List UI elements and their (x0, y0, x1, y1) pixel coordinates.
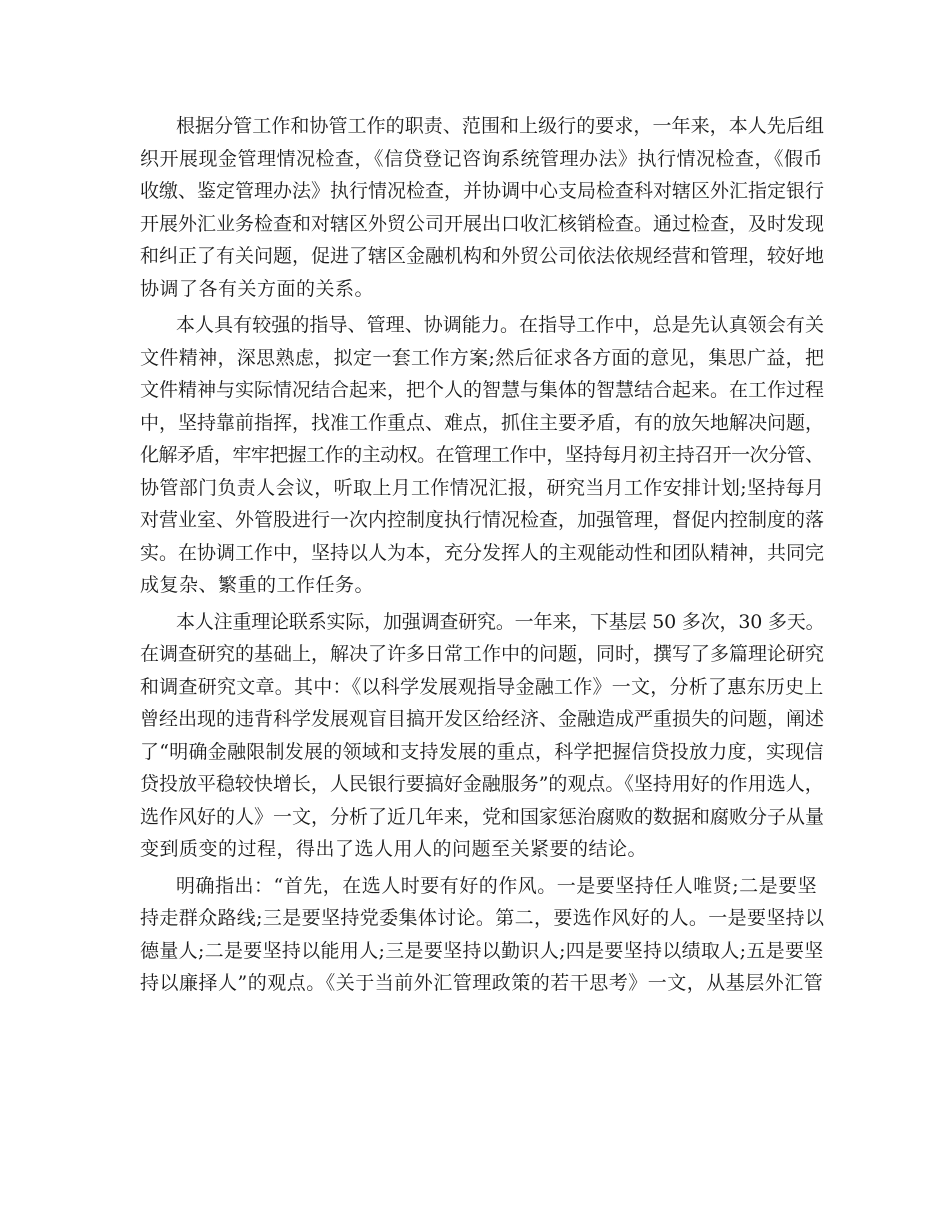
paragraph-line: 曾经出现的违背科学发展观盲目搞开发区给经济、金融造成严重损失的问题，阐述 (140, 708, 825, 730)
paragraph-first-line: 本人注重理论联系实际，加强调查研究。一年来，下基层 50 多次，30 多天。 (176, 610, 825, 633)
paragraph (140, 110, 824, 305)
paragraph-line: 德量人;二是要坚持以能用人;三是要坚持以勤识人;四是要坚持以绩取人;五是要坚 (140, 939, 824, 962)
paragraph-line: 化解矛盾，牢牢把握工作的主动权。在管理工作中，坚持每月初主持召开一次分管、 (140, 444, 824, 466)
paragraph-line: 文件精神与实际情况结合起来，把个人的智慧与集体的智慧结合起来。在工作过程 (140, 379, 825, 401)
paragraph-line: 文件精神，深思熟虑，拟定一套工作方案;然后征求各方面的意见，集思广益，把 (140, 346, 825, 369)
paragraph (140, 606, 824, 866)
paragraph-line: 对营业室、外管股进行一次内控制度执行情况检查，加强管理，督促内控制度的落 (140, 509, 825, 531)
paragraph-line: 中，坚持靠前指挥，找准工作重点、难点，抓住主要矛盾，有的放矢地解决问题， (140, 411, 825, 434)
paragraph-first-line: 明确指出：“首先，在选人时要有好的作风。一是要坚持任人唯贤;二是要坚 (176, 874, 818, 897)
paragraph-first-line: 根据分管工作和协管工作的职责、范围和上级行的要求，一年来，本人先后组 (176, 115, 825, 137)
paragraph (140, 870, 824, 1000)
paragraph-line: 持走群众路线;三是要坚持党委集体讨论。第二，要选作风好的人。一是要坚持以 (140, 907, 825, 929)
paragraph-line: 了“明确金融限制发展的领域和支持发展的重点，科学把握信贷投放力度，实现信 (140, 740, 824, 763)
paragraph-first-line: 本人具有较强的指导、管理、协调能力。在指导工作中，总是先认真领会有关 (176, 314, 825, 336)
paragraph-line: 织开展现金管理情况检查，《信贷登记咨询系统管理办法》执行情况检查，《假币 (140, 147, 824, 170)
document-body (140, 110, 824, 1004)
paragraph-line: 和纠正了有关问题，促进了辖区金融机构和外贸公司依法依规经营和管理，较好地 (140, 245, 825, 267)
paragraph-line: 持以廉择人”的观点。《关于当前外汇管理政策的若干思考》一文，从基层外汇管 (140, 972, 824, 994)
paragraph-line: 协调了各有关方面的关系。 (140, 277, 375, 300)
paragraph-line: 成复杂、繁重的工作任务。 (140, 574, 375, 596)
paragraph-line: 开展外汇业务检查和对辖区外贸公司开展出口收汇核销检查。通过检查，及时发现 (140, 212, 825, 235)
paragraph-line: 实。在协调工作中，坚持以人为本，充分发挥人的主观能动性和团队精神，共同完 (140, 541, 825, 564)
paragraph-line: 和调查研究文章。其中：《以科学发展观指导金融工作》一文，分析了惠东历史上 (140, 675, 824, 698)
paragraph-line: 在调查研究的基础上，解决了许多日常工作中的问题，同时，撰写了多篇理论研究 (140, 643, 825, 665)
paragraph-line: 收缴、鉴定管理办法》执行情况检查，并协调中心支局检查科对辖区外汇指定银行 (140, 180, 825, 202)
paragraph-line: 选作风好的人》一文，分析了近几年来，党和国家惩治腐败的数据和腐败分子从量 (140, 805, 825, 828)
paragraph-line: 贷投放平稳较快增长，人民银行要搞好金融服务”的观点。《坚持用好的作用选人， (140, 773, 824, 795)
paragraph (140, 309, 824, 602)
paragraph-line: 变到质变的过程，得出了选人用人的问题至关紧要的结论。 (140, 838, 648, 860)
paragraph-line: 协管部门负责人会议，听取上月工作情况汇报，研究当月工作安排计划;坚持每月 (140, 476, 825, 499)
